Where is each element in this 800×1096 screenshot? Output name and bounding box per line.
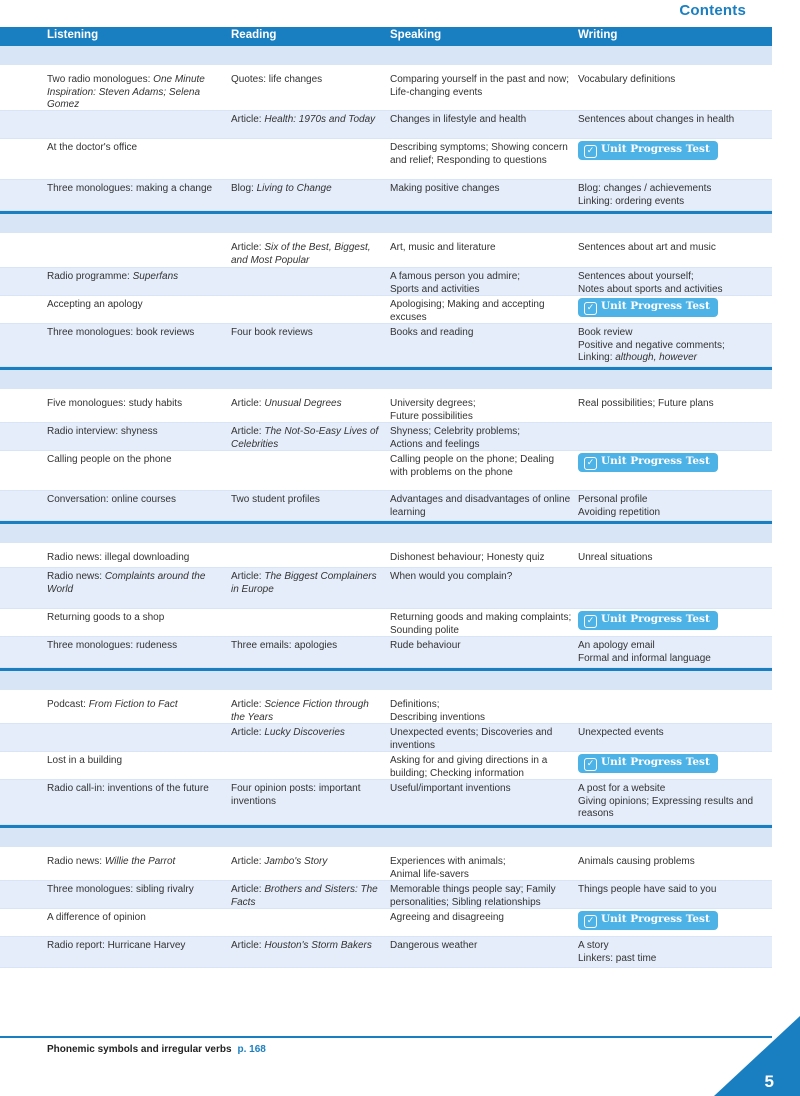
cell-reading: Article: Science Fiction through the Years: [231, 699, 369, 723]
cell-reading: Article: Unusual Degrees: [231, 398, 342, 409]
table-row: [0, 881, 772, 909]
cell-writing: Sentences about art and music: [578, 242, 716, 253]
cell-writing: [578, 912, 770, 930]
cell-listening: Podcast: From Fiction to Fact: [47, 699, 178, 710]
page-title: Contents: [679, 2, 746, 19]
cell-writing: Real possibilities; Future plans: [578, 398, 714, 409]
table-row: [0, 139, 772, 180]
unit-section: [0, 825, 772, 968]
cell-listening: Returning goods to a shop: [47, 612, 165, 623]
unit-progress-test-button[interactable]: [578, 911, 718, 930]
column-header-listening: Listening: [47, 29, 99, 41]
unit-band: [0, 825, 772, 847]
unit-band: [0, 367, 772, 389]
check-icon: ✓: [584, 615, 597, 628]
table-row: [0, 696, 772, 724]
cell-writing: Book review Positive and negative comments; Linking: although, however: [578, 327, 725, 363]
cell-listening: Two radio monologues: One Minute Inspiration: Steven Adams; Selena Gomez: [47, 74, 205, 110]
cell-listening: Radio interview: shyness: [47, 426, 158, 437]
unit-section: [0, 211, 772, 367]
cell-writing: Blog: changes / achievements Linking: ordering events: [578, 183, 712, 207]
cell-speaking: Advantages and disadvantages of online learning: [390, 494, 571, 518]
table-row: [0, 268, 772, 296]
cell-listening: At the doctor's office: [47, 142, 138, 153]
table-row: [0, 324, 772, 367]
cell-reading: Article: Six of the Best, Biggest, and Most Popular: [231, 242, 371, 266]
check-icon: ✓: [584, 915, 597, 928]
cell-speaking: Calling people on the phone; Dealing with problems on the phone: [390, 454, 555, 478]
cell-reading: Four opinion posts: important inventions: [231, 783, 361, 807]
table-row: [0, 568, 772, 609]
cell-reading: Article: Jambo's Story: [231, 856, 328, 867]
cell-listening: Radio news: Complaints around the World: [47, 571, 206, 595]
cell-speaking: When would you complain?: [390, 571, 513, 582]
table-row: [0, 637, 772, 668]
unit-progress-test-label: Unit Progress Test: [601, 143, 710, 155]
table-row: [0, 111, 772, 139]
column-header-bar: [0, 27, 772, 46]
unit-band: [0, 211, 772, 233]
cell-writing: Sentences about yourself; Notes about sports and activities: [578, 271, 723, 295]
cell-writing: [578, 612, 770, 630]
cell-speaking: Unexpected events; Discoveries and inventions: [390, 727, 553, 751]
cell-speaking: Definitions; Describing inventions: [390, 699, 486, 723]
unit-progress-test-button[interactable]: [578, 611, 718, 630]
cell-listening: Conversation: online courses: [47, 494, 176, 505]
cell-speaking: Apologising; Making and accepting excuses: [390, 299, 545, 323]
cell-speaking: Agreeing and disagreeing: [390, 912, 504, 923]
unit-progress-test-button[interactable]: [578, 754, 718, 773]
table-row: [0, 909, 772, 937]
unit-progress-test-button[interactable]: [578, 141, 718, 160]
cell-listening: Three monologues: book reviews: [47, 327, 195, 338]
cell-reading: Article: Lucky Discoveries: [231, 727, 345, 738]
cell-reading: Article: Health: 1970s and Today: [231, 114, 376, 125]
table-row: [0, 296, 772, 324]
cell-reading: Article: The Not-So-Easy Lives of Celebrities: [231, 426, 379, 450]
table-row: [0, 752, 772, 780]
cell-writing: [578, 142, 770, 160]
unit-progress-test-button[interactable]: [578, 453, 718, 472]
cell-speaking: Memorable things people say; Family personalities; Sibling relationships: [390, 884, 556, 908]
table-row: [0, 780, 772, 825]
cell-writing: [578, 755, 770, 773]
unit-progress-test-label: Unit Progress Test: [601, 455, 710, 467]
column-header-speaking: Speaking: [390, 29, 442, 41]
cell-writing: A story Linkers: past time: [578, 940, 657, 964]
cell-listening: Radio programme: Superfans: [47, 271, 179, 282]
cell-speaking: Dangerous weather: [390, 940, 478, 951]
table-row: [0, 451, 772, 491]
check-icon: ✓: [584, 457, 597, 470]
page-corner-tab: [714, 1016, 800, 1096]
cell-writing: An apology email Formal and informal language: [578, 640, 711, 664]
cell-listening: Three monologues: sibling rivalry: [47, 884, 194, 895]
table-row: [0, 239, 772, 268]
table-row: [0, 609, 772, 637]
cell-writing: Unreal situations: [578, 552, 653, 563]
cell-writing: Unexpected events: [578, 727, 664, 738]
check-icon: ✓: [584, 302, 597, 315]
cell-writing: [578, 299, 770, 317]
check-icon: ✓: [584, 145, 597, 158]
cell-speaking: Useful/important inventions: [390, 783, 511, 794]
table-row: [0, 724, 772, 752]
unit-section: [0, 46, 772, 211]
cell-speaking: Books and reading: [390, 327, 474, 338]
unit-progress-test-label: Unit Progress Test: [601, 300, 710, 312]
footer-text: Phonemic symbols and irregular verbs: [47, 1044, 232, 1055]
table-row: [0, 180, 772, 211]
unit-progress-test-label: Unit Progress Test: [601, 913, 710, 925]
cell-speaking: Rude behaviour: [390, 640, 461, 651]
cell-listening: Radio report: Hurricane Harvey: [47, 940, 186, 951]
cell-listening: Lost in a building: [47, 755, 123, 766]
table-row: [0, 937, 772, 968]
cell-listening: Three monologues: rudeness: [47, 640, 178, 651]
cell-listening: Calling people on the phone: [47, 454, 172, 465]
page-number: 5: [764, 1072, 774, 1091]
column-header-reading: Reading: [231, 29, 277, 41]
cell-reading: Blog: Living to Change: [231, 183, 332, 194]
footer-page-link[interactable]: p. 168: [237, 1044, 266, 1055]
cell-speaking: Describing symptoms; Showing concern and relief; Responding to questions: [390, 142, 568, 166]
cell-listening: Radio call-in: inventions of the future: [47, 783, 209, 794]
table-row: [0, 423, 772, 451]
cell-reading: Article: Brothers and Sisters: The Facts: [231, 884, 378, 908]
cell-writing: Personal profile Avoiding repetition: [578, 494, 661, 518]
cell-listening: Three monologues: making a change: [47, 183, 213, 194]
contents-table: [0, 46, 772, 968]
cell-reading: Article: Houston's Storm Bakers: [231, 940, 372, 951]
cell-listening: Accepting an apology: [47, 299, 143, 310]
table-row: [0, 853, 772, 881]
cell-listening: Radio news: Willie the Parrot: [47, 856, 176, 867]
bottom-divider: [0, 1036, 772, 1038]
cell-listening: Five monologues: study habits: [47, 398, 183, 409]
unit-band: [0, 668, 772, 690]
table-row: [0, 491, 772, 521]
check-icon: ✓: [584, 758, 597, 771]
cell-writing: Vocabulary definitions: [578, 74, 676, 85]
cell-speaking: Art, music and literature: [390, 242, 496, 253]
cell-writing: Things people have said to you: [578, 884, 717, 895]
cell-writing: A post for a website Giving opinions; Expressing results and reasons: [578, 783, 754, 819]
table-row: [0, 549, 772, 568]
unit-progress-test-label: Unit Progress Test: [601, 756, 710, 768]
cell-reading: Article: The Biggest Complainers in Europe: [231, 571, 377, 595]
unit-progress-test-label: Unit Progress Test: [601, 613, 710, 625]
unit-band: [0, 46, 772, 65]
footer: [47, 1044, 266, 1055]
cell-speaking: Experiences with animals; Animal life-savers: [390, 856, 506, 880]
cell-speaking: Shyness; Celebrity problems; Actions and feelings: [390, 426, 521, 450]
cell-writing: Animals causing problems: [578, 856, 695, 867]
cell-speaking: Asking for and giving directions in a building; Checking information: [390, 755, 548, 779]
unit-section: [0, 521, 772, 668]
cell-listening: Radio news: illegal downloading: [47, 552, 190, 563]
cell-speaking: Comparing yourself in the past and now; Life-changing events: [390, 74, 569, 98]
cell-reading: Quotes: life changes: [231, 74, 323, 85]
cell-speaking: Making positive changes: [390, 183, 500, 194]
cell-speaking: Returning goods and making complaints; Sounding polite: [390, 612, 572, 636]
cell-reading: Two student profiles: [231, 494, 320, 505]
cell-speaking: Dishonest behaviour; Honesty quiz: [390, 552, 545, 563]
cell-speaking: Changes in lifestyle and health: [390, 114, 527, 125]
unit-progress-test-button[interactable]: [578, 298, 718, 317]
cell-speaking: A famous person you admire; Sports and activities: [390, 271, 521, 295]
cell-writing: Sentences about changes in health: [578, 114, 735, 125]
unit-section: [0, 668, 772, 825]
cell-writing: [578, 454, 770, 472]
table-row: [0, 395, 772, 423]
unit-section: [0, 367, 772, 521]
table-row: [0, 71, 772, 111]
unit-band: [0, 521, 772, 543]
cell-reading: Three emails: apologies: [231, 640, 338, 651]
cell-reading: Four book reviews: [231, 327, 313, 338]
cell-listening: A difference of opinion: [47, 912, 146, 923]
column-header-writing: Writing: [578, 29, 618, 41]
cell-speaking: University degrees; Future possibilities: [390, 398, 476, 422]
